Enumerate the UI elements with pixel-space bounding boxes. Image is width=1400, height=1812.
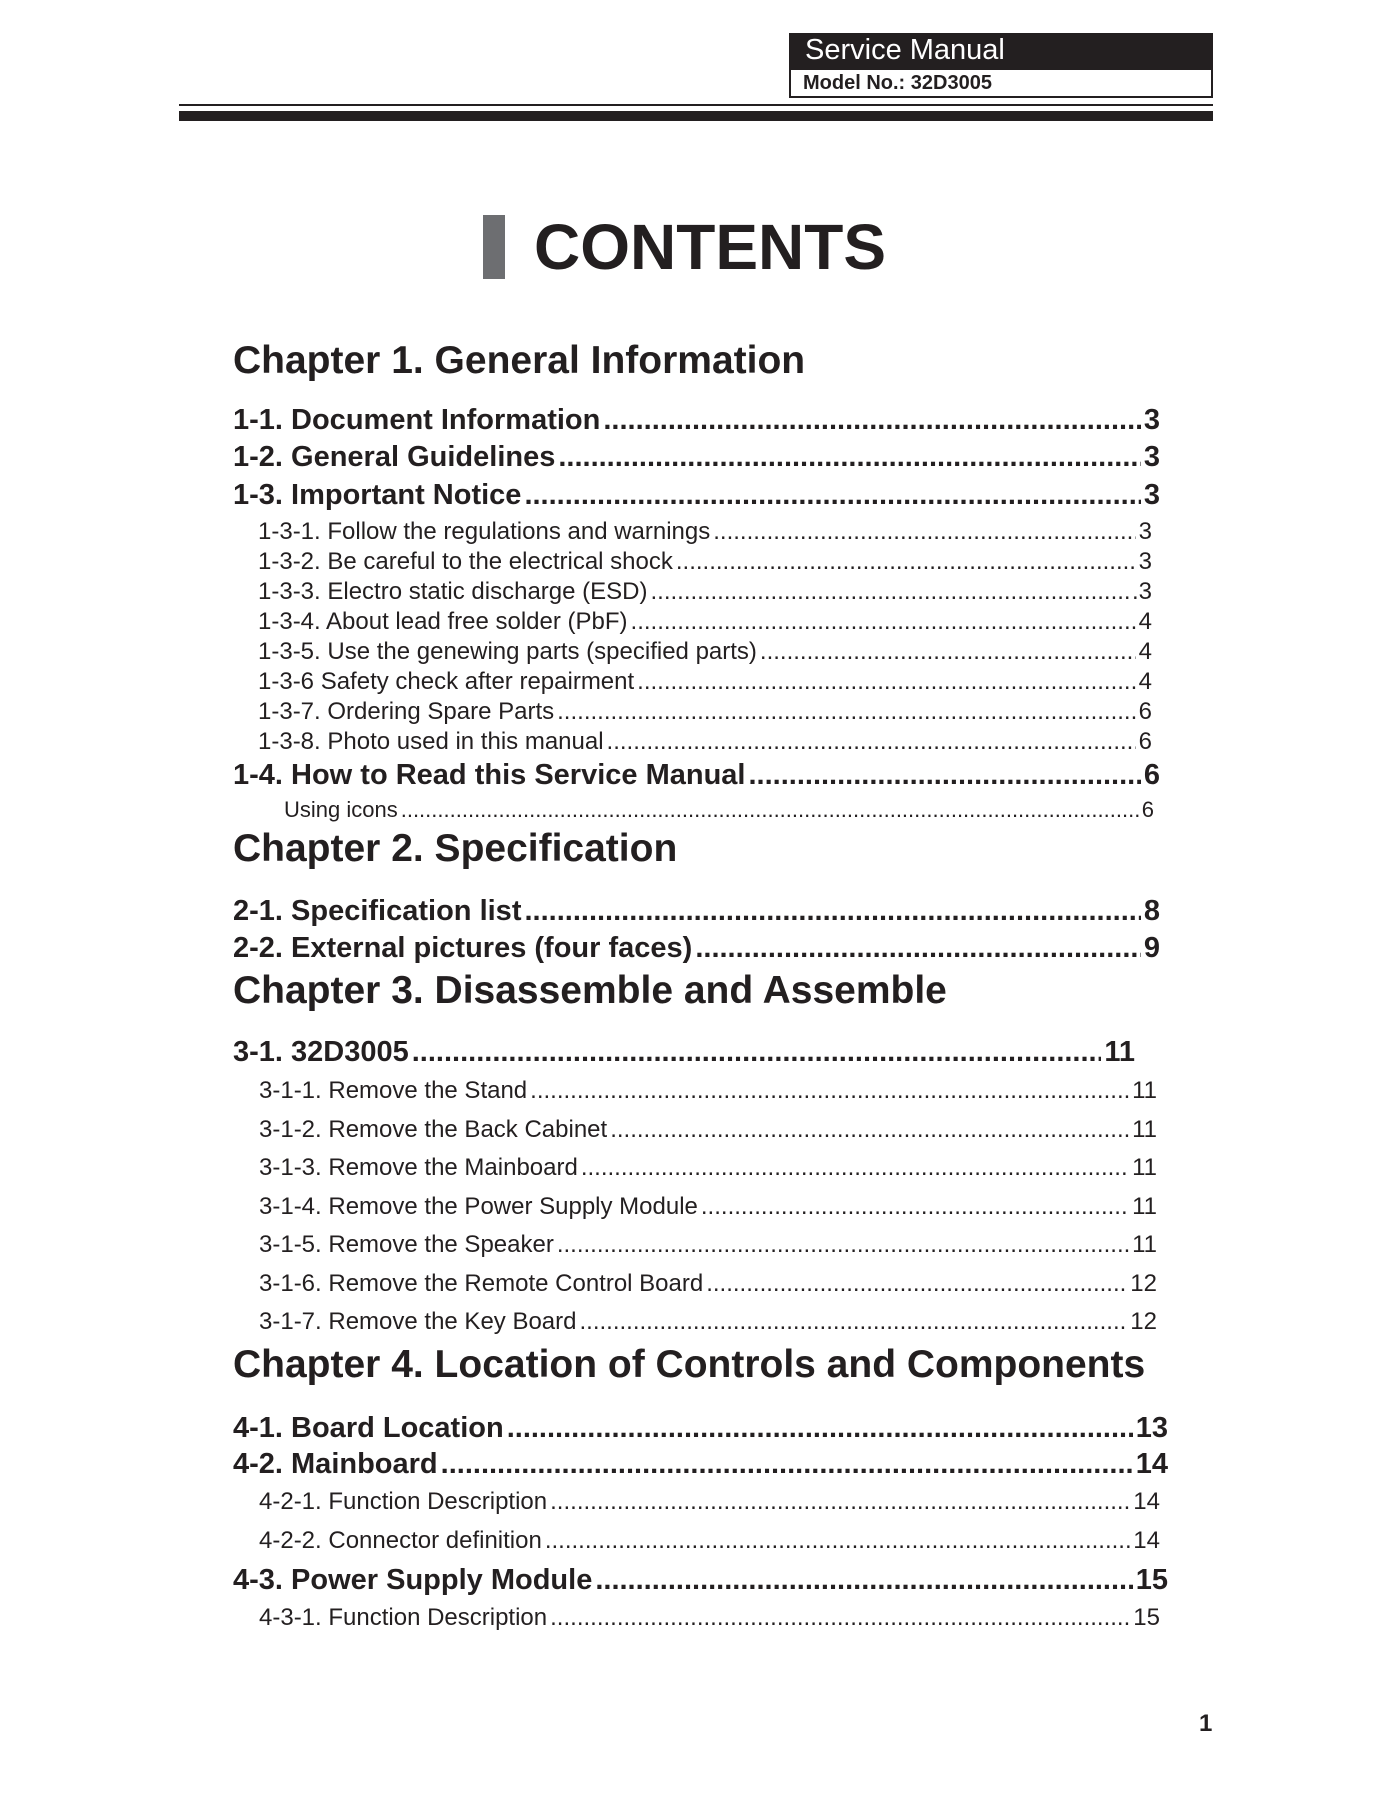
contents-marker-bar [483,215,505,279]
header-box [789,33,1213,98]
toc-entry-3-1-5[interactable]: 3-1-5. Remove the Speaker ..... 11 [259,1230,1157,1260]
chapter-heading-2: Chapter 2. Specification [233,827,678,870]
toc-entry-1-3-2[interactable]: 1-3-2. Be careful to the electrical shock ..... 3 [258,547,1152,577]
contents-title: CONTENTS [534,211,886,283]
toc-entry-1-3[interactable]: 1-3. Important Notice ..... 3 [233,477,1160,513]
toc-entry-1-3-8[interactable]: 1-3-8. Photo used in this manual ..... 6 [258,727,1152,757]
chapter-heading-1: Chapter 1. General Information [233,339,806,382]
toc-entry-4-2-1[interactable]: 4-2-1. Function Description ..... 14 [259,1487,1160,1517]
toc-entry-4-2-2[interactable]: 4-2-2. Connector definition ..... 14 [259,1526,1160,1556]
toc-entry-1-3-4[interactable]: 1-3-4. About lead free solder (PbF) ..... 4 [258,607,1152,637]
toc-entry-1-3-5[interactable]: 1-3-5. Use the genewing parts (specified parts) ..... 4 [258,637,1152,667]
toc-entry-3-1-2[interactable]: 3-1-2. Remove the Back Cabinet ..... 11 [259,1115,1157,1145]
toc-entry-1-3-1[interactable]: 1-3-1. Follow the regulations and warnings ..... 3 [258,517,1152,547]
toc-entry-3-1-1[interactable]: 3-1-1. Remove the Stand ..... 11 [259,1076,1157,1106]
chapter-heading-4: Chapter 4. Location of Controls and Components [233,1343,1146,1386]
toc-entry-1-3-3[interactable]: 1-3-3. Electro static discharge (ESD) ..... .3 [258,577,1152,607]
toc-entry-1-3-7[interactable]: 1-3-7. Ordering Spare Parts ..... 6 [258,697,1152,727]
toc-entry-4-1[interactable]: 4-1. Board Location ..... 13 [233,1410,1168,1446]
header-rule-thin [179,104,1213,106]
toc-entry-4-3[interactable]: 4-3. Power Supply Module ..... 15 [233,1562,1168,1598]
toc-entry-1-3-6[interactable]: 1-3-6 Safety check after repairment ..... 4 [258,667,1152,697]
header-rule-thick [179,111,1213,121]
toc-entry-1-2[interactable]: 1-2. General Guidelines ..... 3 [233,439,1160,475]
toc-entry-2-1[interactable]: 2-1. Specification list ..... 8 [233,893,1160,929]
toc-entry-using-icons[interactable]: Using icons ..... 6 [284,796,1154,824]
model-number: Model No.: 32D3005 [789,68,1213,98]
toc-entry-1-4[interactable]: 1-4. How to Read this Service Manual ..... 6 [233,757,1160,793]
toc-entry-4-3-1[interactable]: 4-3-1. Function Description ..... 15 [259,1603,1160,1633]
toc-entry-3-1-7[interactable]: 3-1-7. Remove the Key Board ..... 12 [259,1307,1157,1337]
toc-entry-3-1[interactable]: 3-1. 32D3005 ..... 11 [233,1034,1135,1070]
toc-entry-1-1[interactable]: 1-1. Document Information ..... 3 [233,402,1160,438]
page-number: 1 [1199,1710,1213,1737]
toc-entry-4-2[interactable]: 4-2. Mainboard ..... 14 [233,1446,1168,1482]
toc-entry-3-1-3[interactable]: 3-1-3. Remove the Mainboard ..... 11 [259,1153,1157,1183]
toc-entry-3-1-4[interactable]: 3-1-4. Remove the Power Supply Module ..... 11 [259,1192,1157,1222]
chapter-heading-3: Chapter 3. Disassemble and Assemble [233,969,947,1012]
toc-entry-2-2[interactable]: 2-2. External pictures (four faces) ..... 9 [233,930,1160,966]
toc-entry-3-1-6[interactable]: 3-1-6. Remove the Remote Control Board ..... 12 [259,1269,1157,1299]
header-title: Service Manual [789,33,1213,68]
